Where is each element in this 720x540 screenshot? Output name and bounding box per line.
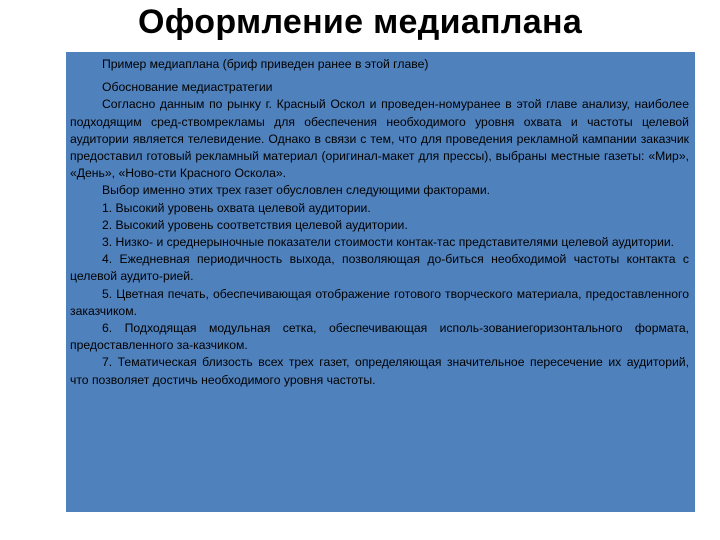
factor-item: 4. Ежедневная периодичность выхода, позволяющая до-биться необходимой частоты контакта с целевой аудито-рией. [70, 252, 689, 284]
main-paragraph: Согласно данным по рынку г. Красный Оскол и проведен-номуранее в этой главе анализу, наиболее подходящим сред-ствомрекламы для обеспечения необходимого уровня охвата и частоты целевой аудитории является телевидение. Однако в связи с тем, что для проведения рекламной кампании заказчик предоставил готовый рекламный материал (оригинал-макет для прессы), выбраны местные газеты: «Мир», «День», «Ново-сти Красного Оскола». [70, 97, 689, 181]
factor-item: 7. Тематическая близость всех трех газет, определяющая значительное пересечение их аудиторий, что позволяет достичь необходимого уровня частоты. [70, 355, 689, 387]
intro-text: Пример медиаплана (бриф приведен ранее в этой главе) [102, 57, 429, 71]
factor-item: 5. Цветная печать, обеспечивающая отображение готового творческого материала, предоставленного заказчиком. [70, 286, 689, 318]
factor-item: 2. Высокий уровень соответствия целевой аудитории. [102, 217, 408, 232]
factor-item: 3. Низко- и среднерыночные показатели стоимости контак-тас представителями целевой аудитории. [102, 235, 675, 250]
reasons-paragraph: Выбор именно этих трех газет обусловлен следующими факторами. [102, 183, 491, 198]
subheading: Обоснование медиастратегии [102, 80, 273, 95]
factor-item: 1. Высокий уровень охвата целевой аудитории. [102, 200, 371, 215]
slide-title: Оформление медиаплана [137, 3, 583, 41]
factor-item: 6. Подходящая модульная сетка, обеспечивающая исполь-зованиегоризонтального формата, предоставленного за-казчиком. [70, 321, 689, 353]
content-box [66, 52, 695, 512]
